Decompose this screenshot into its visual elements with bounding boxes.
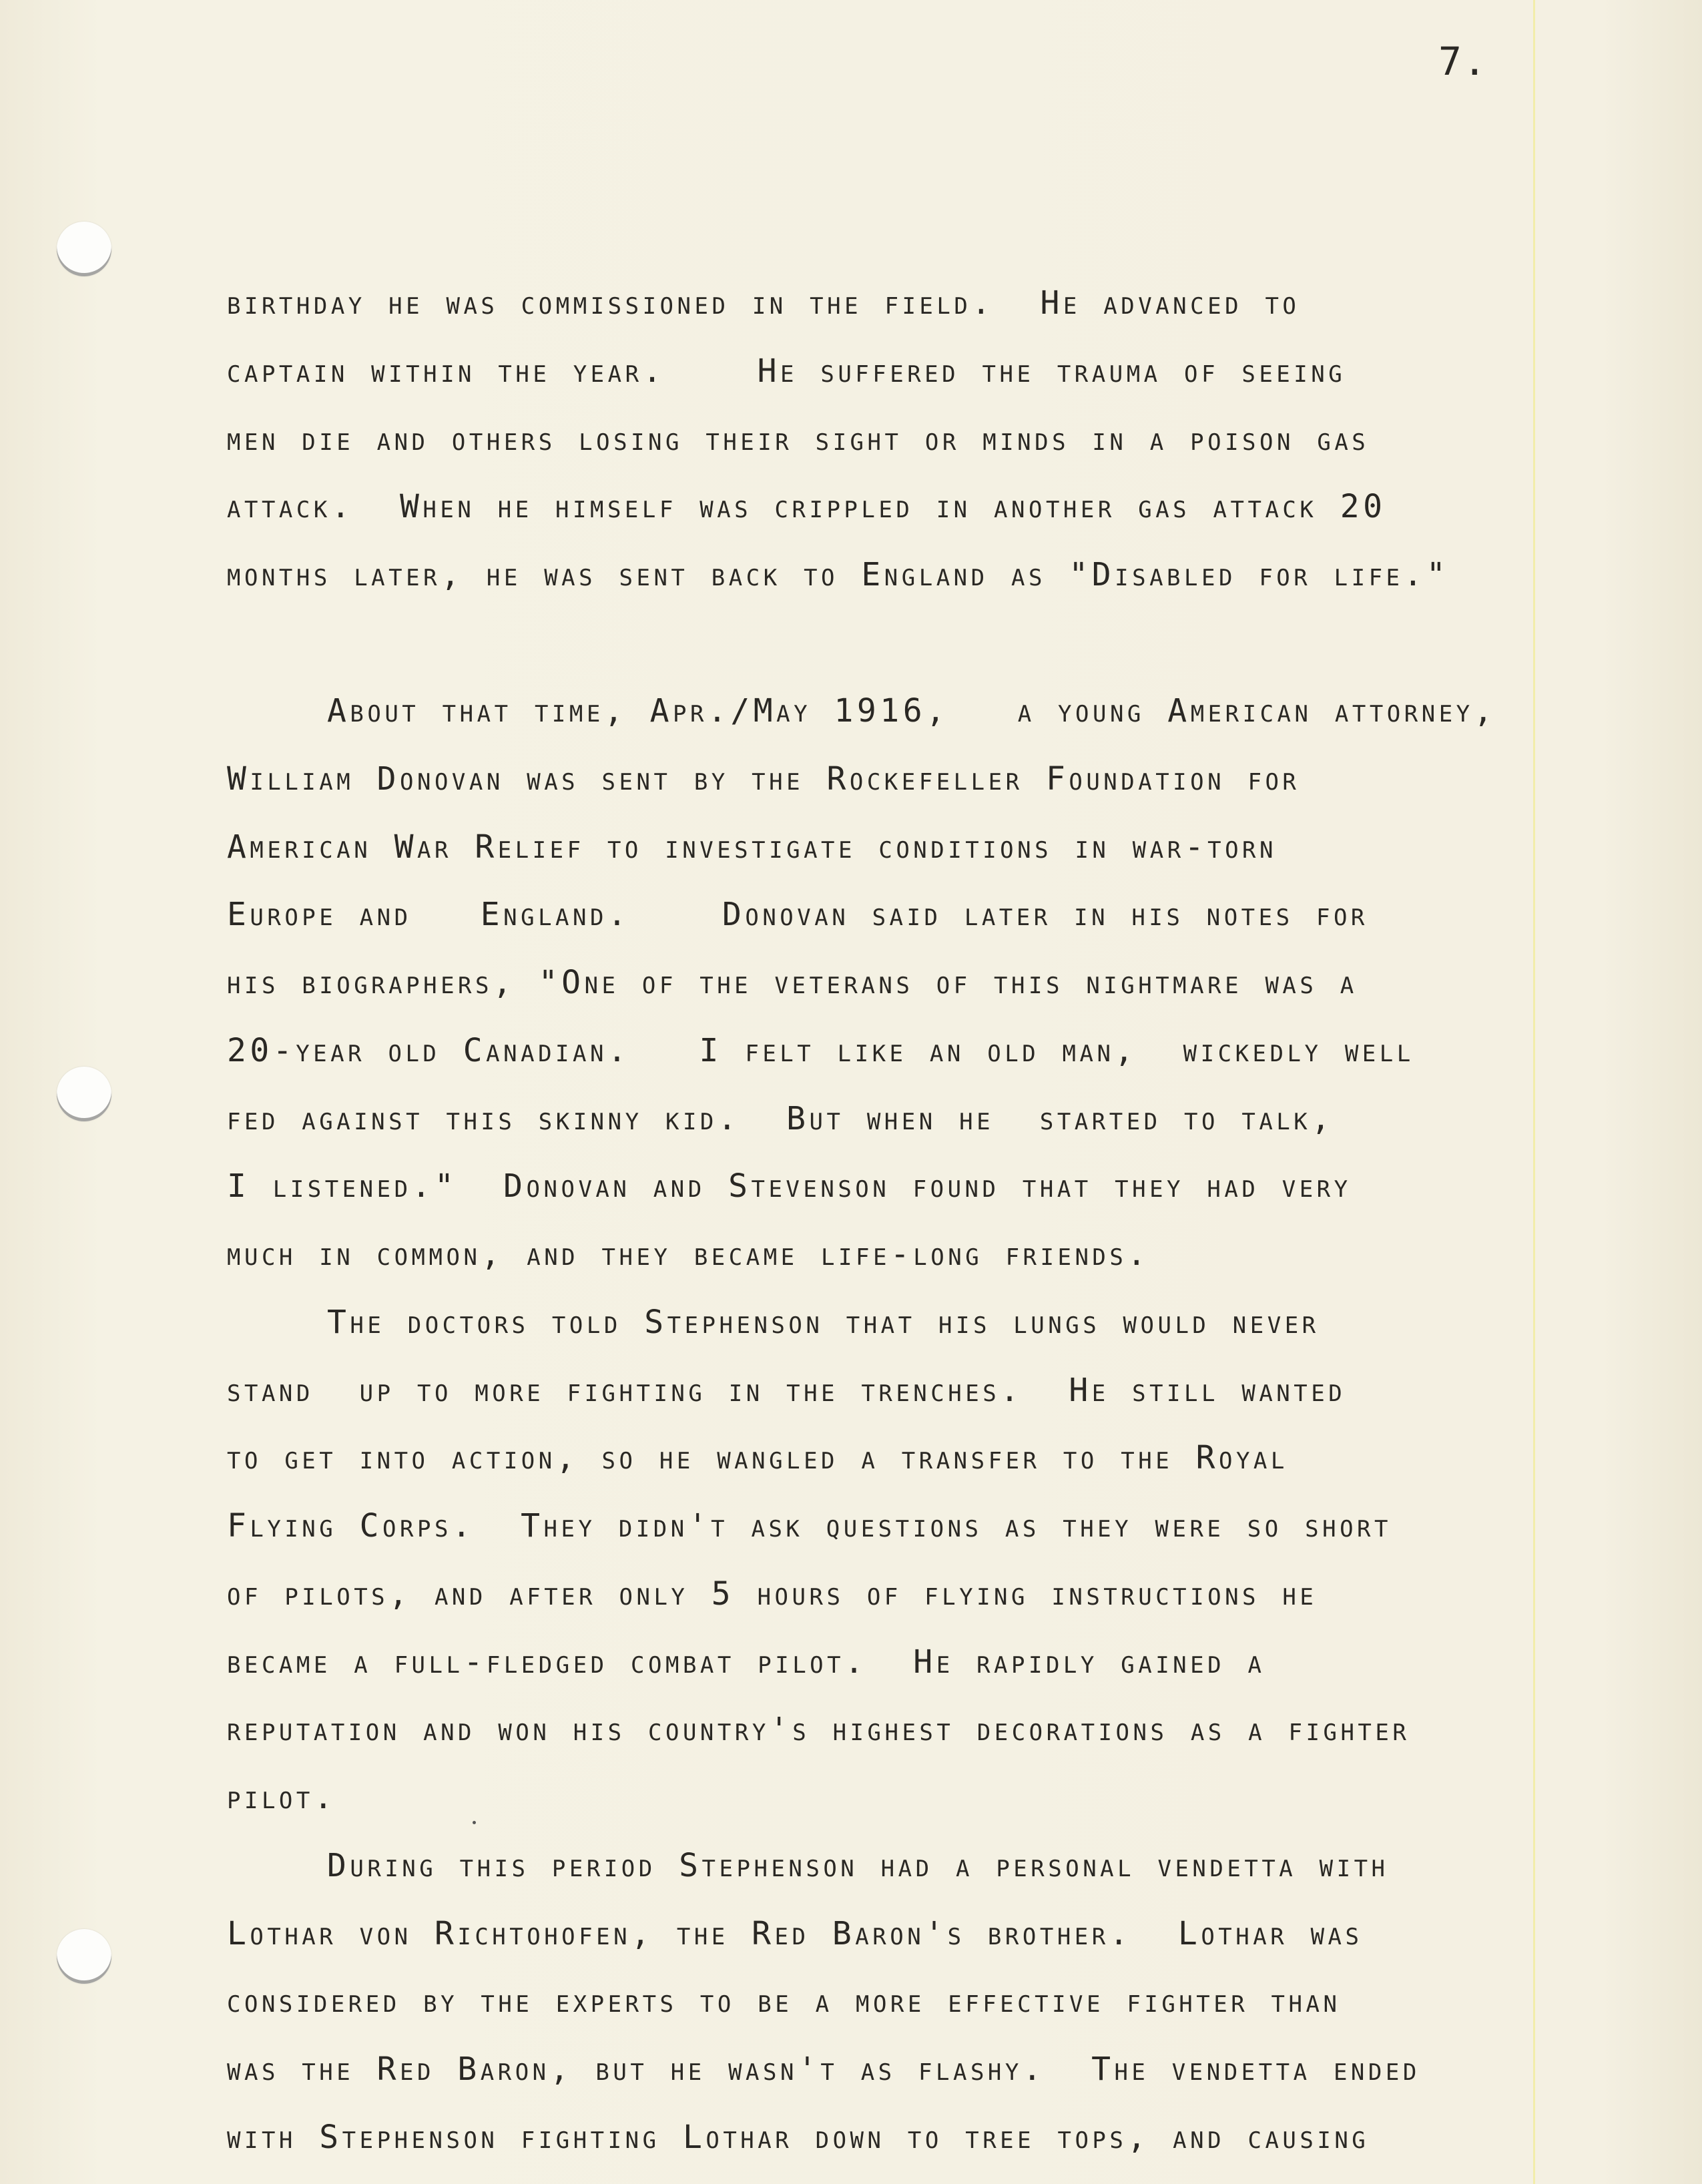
ink-speck xyxy=(473,1821,476,1824)
text-line: men die and others losing their sight or minds in a poison gas xyxy=(227,421,1370,458)
text-line: with Stephenson fighting Lothar down to tree tops, and causing xyxy=(227,2119,1370,2156)
text-line: reputation and won his country's highest decorations as a fighter xyxy=(227,1711,1410,1748)
text-line: much in common, and they became life-long friends. xyxy=(227,1236,1150,1273)
text-line: was the Red Baron, but he wasn't as flashy. The vendetta ended xyxy=(227,2051,1420,2088)
text-line: About that time, Apr./May 1916, a young American attorney, xyxy=(327,692,1497,730)
text-line: I listened." Donovan and Stevenson found that they had very xyxy=(227,1167,1352,1205)
page-number: 7. xyxy=(1438,39,1488,84)
text-line: Flying Corps. They didn't ask questions as they were so short xyxy=(227,1507,1392,1545)
text-line: of pilots, and after only 5 hours of flying instructions he xyxy=(227,1575,1318,1613)
margin-rule xyxy=(1533,0,1535,2184)
text-line: birthday he was commissioned in the field. He advanced to xyxy=(227,284,1300,322)
text-line: The doctors told Stephenson that his lungs would never xyxy=(327,1304,1320,1341)
text-line: months later, he was sent back to England as "Disabled for life." xyxy=(227,556,1450,593)
text-line: fed against this skinny kid. But when he started to talk, xyxy=(227,1100,1334,1137)
text-line: During this period Stephenson had a personal vendetta with xyxy=(327,1847,1389,1884)
punch-hole xyxy=(57,1929,111,1984)
punch-hole xyxy=(57,1067,111,1121)
text-line: American War Relief to investigate conditions in war-torn xyxy=(227,828,1277,866)
text-line: Lothar von Richtohofen, the Red Baron's brother. Lothar was xyxy=(227,1915,1363,1952)
text-line: pilot. xyxy=(227,1779,337,1816)
text-line: attack. When he himself was crippled in another gas attack 20 xyxy=(227,488,1386,525)
text-line: 20-year old Canadian. I felt like an old man, wickedly well xyxy=(227,1032,1414,1069)
text-line: considered by the experts to be a more effective fighter than xyxy=(227,1982,1341,2020)
punch-hole xyxy=(57,222,111,276)
text-line: to get into action, so he wangled a transfer to the Royal xyxy=(227,1439,1288,1476)
text-line: captain within the year. He suffered the trauma of seeing xyxy=(227,352,1346,390)
text-line: stand up to more fighting in the trenches. He still wanted xyxy=(227,1372,1346,1409)
text-line: his biographers, "One of the veterans of this nightmare was a xyxy=(227,964,1358,1001)
text-line: William Donovan was sent by the Rockefeller Foundation for xyxy=(227,760,1300,798)
text-line: became a full-fledged combat pilot. He rapidly gained a xyxy=(227,1643,1265,1681)
text-line: Europe and England. Donovan said later in his notes for xyxy=(227,896,1368,933)
